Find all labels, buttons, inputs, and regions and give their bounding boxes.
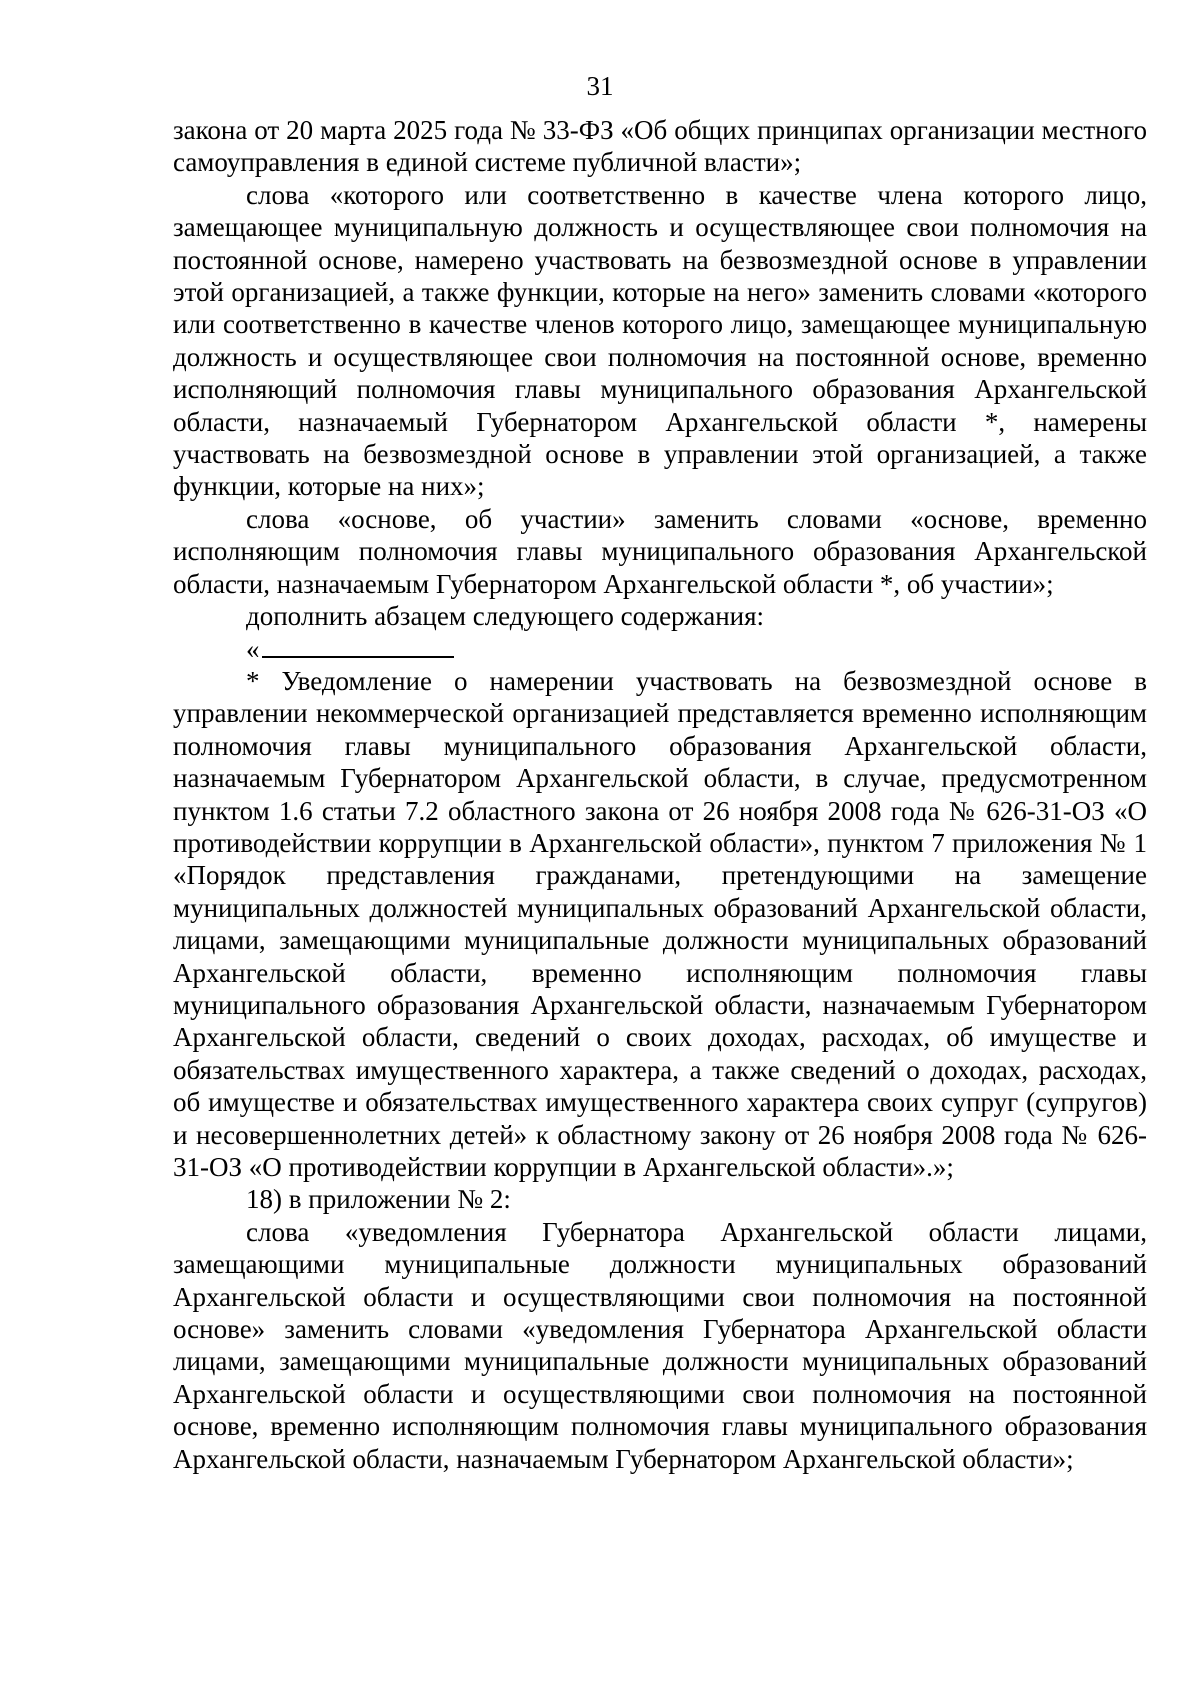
paragraph-law-reference: закона от 20 марта 2025 года № 33-ФЗ «Об общих принципах организации местного самоуправления в единой системе публичной власти»; [173, 115, 1147, 178]
footnote-rule [262, 634, 454, 658]
paragraph-replace-words-2: слова «основе, об участии» заменить словами «основе, временно исполняющим полномочия главы муниципального образования Архангельской области, назначаемым Губернатором Архангельской области *, об участии»; [173, 503, 1147, 599]
paragraph-add-clause: дополнить абзацем следующего содержания: [246, 601, 765, 632]
paragraph-replace-words-3: слова «уведомления Губернатора Архангельской области лицами, замещающими муниципальные должности муниципальных образований Архангельской области и осуществляющими свои полномочия на постоянной основе» заменить словами «уведомления Губернатора Архангельской области лицами, замещающими муниципальные должности муниципальных образований Архангельской области и осуществляющими свои полномочия на постоянной основе, временно исполняющим полномочия главы муниципального образования Архангельской области, назначаемым Губернатором Архангельской области»; [173, 1216, 1147, 1474]
paragraph-replace-words-1: слова «которого или соответственно в качестве члена которого лицо, замещающее муниципальную должность и осуществляющее свои полномочия на постоянной основе, намерено участвовать на безвозмездной основе в управлении этой организацией, а также функции, которые на него» заменить словами «которого или соответственно в качестве членов которого лицо, замещающее муниципальную должность и осуществляющее свои полномочия на постоянной основе, временно исполняющий полномочия главы муниципального образования Архангельской области, назначаемый Губернатором Архангельской области *, намерены участвовать на безвозмездной основе в управлении этой организацией, а также функции, которые на них»; [173, 179, 1147, 502]
opening-quote: « [246, 633, 260, 664]
document-body [173, 114, 1147, 1475]
paragraph-footnote-text: * Уведомление о намерении участвовать на безвозмездной основе в управлении некоммерческой организацией представляется временно исполняющим полномочия главы муниципального образования Архангельской области, назначаемым Губернатором Архангельской области, в случае, предусмотренном пунктом 1.6 статьи 7.2 областного закона от 26 ноября 2008 года № 626-31-ОЗ «О противодействии коррупции в Архангельской области», пунктом 7 приложения № 1 «Порядок представления гражданами, претендующими на замещение муниципальных должностей муниципальных образований Архангельской области, лицами, замещающими муниципальные должности муниципальных образований Архангельской области, временно исполняющим полномочия главы муниципального образования Архангельской области, назначаемым Губернатором Архангельской области, сведений о своих доходах, расходах, об имуществе и обязательствах имущественного характера, а также сведений о доходах, расходах, об имуществе и обязательствах имущественного характера своих супруг (супругов) и несовершеннолетних детей» к областному закону от 26 ноября 2008 года № 626-31-ОЗ «О противодействии коррупции в Архангельской области».»; [173, 665, 1147, 1182]
page-number: 31 [586, 71, 614, 101]
paragraph-item-18: 18) в приложении № 2: [246, 1184, 511, 1215]
footnote-separator [173, 633, 1147, 665]
